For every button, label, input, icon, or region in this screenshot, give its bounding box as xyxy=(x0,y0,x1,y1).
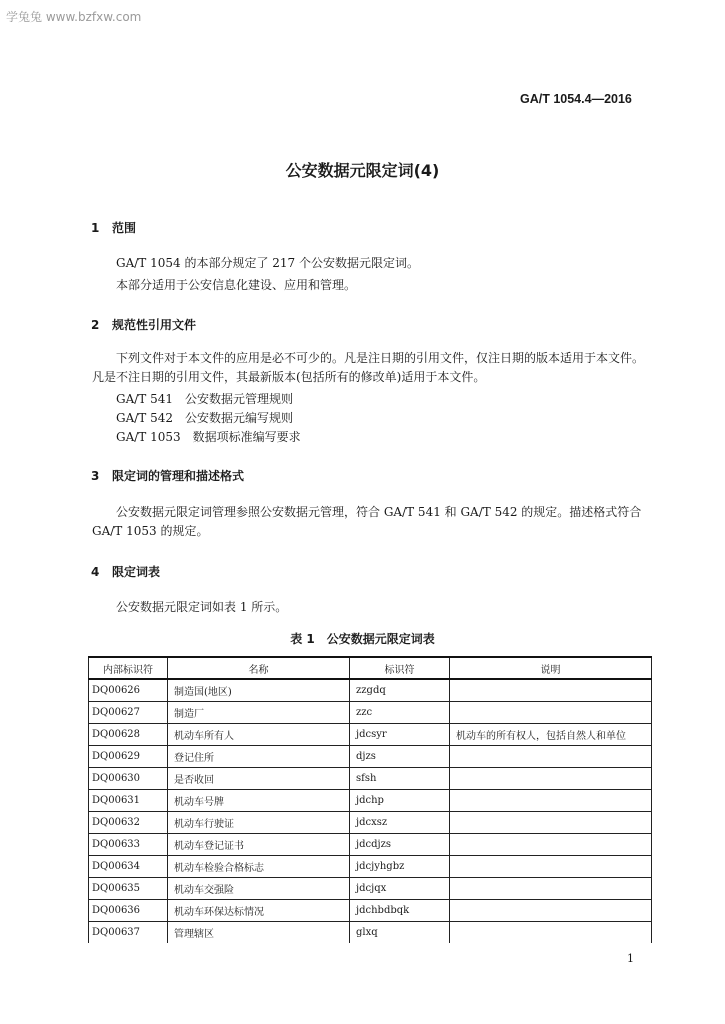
cell-name: 机动车所有人 xyxy=(168,724,350,746)
cell-name: 机动车行驶证 xyxy=(168,812,350,834)
page-number: 1 xyxy=(627,952,634,965)
table-row xyxy=(89,856,652,878)
cell-description xyxy=(450,922,652,944)
column-header: 内部标识符 xyxy=(89,657,168,679)
section-2-paragraph: 下列文件对于本文件的应用是必不可少的。凡是注日期的引用文件，仅注日期的版本适用于本文件。凡是不注日期的引用文件，其最新版本(包括所有的修改单)适用于本文件。 xyxy=(92,351,645,384)
qualifier-table xyxy=(88,656,652,943)
section-title: 规范性引用文件 xyxy=(112,318,197,332)
section-number: 1 xyxy=(91,221,100,235)
column-header: 标识符 xyxy=(350,657,450,679)
section-title: 限定词表 xyxy=(112,565,161,579)
cell-description xyxy=(450,812,652,834)
cell-description xyxy=(450,768,652,790)
column-header: 名称 xyxy=(168,657,350,679)
reference-item: GA/T 541 公安数据元管理规则 xyxy=(116,392,294,406)
cell-internal-id: DQ00633 xyxy=(89,834,168,856)
cell-internal-id: DQ00637 xyxy=(89,922,168,944)
cell-description xyxy=(450,878,652,900)
section-4-paragraph: 公安数据元限定词如表 1 所示。 xyxy=(116,600,288,614)
section-number: 2 xyxy=(91,318,100,332)
cell-identifier: jdcxsz xyxy=(350,812,450,834)
cell-internal-id: DQ00635 xyxy=(89,878,168,900)
cell-identifier: jdcjqx xyxy=(350,878,450,900)
section-3-heading xyxy=(91,467,244,484)
section-1-heading xyxy=(91,219,136,236)
cell-identifier: jdcjyhgbz xyxy=(350,856,450,878)
table-row xyxy=(89,790,652,812)
watermark-text: 学兔兔 www.bzfxw.com xyxy=(6,10,142,24)
table-row xyxy=(89,768,652,790)
table-row xyxy=(89,679,652,702)
cell-name: 制造厂 xyxy=(168,702,350,724)
cell-internal-id: DQ00630 xyxy=(89,768,168,790)
table-row xyxy=(89,812,652,834)
table-caption: 表 1 公安数据元限定词表 xyxy=(290,632,435,646)
cell-name: 机动车交强险 xyxy=(168,878,350,900)
cell-identifier: sfsh xyxy=(350,768,450,790)
section-3-paragraph: 公安数据元限定词管理参照公安数据元管理，符合 GA/T 541 和 GA/T 542 的规定。描述格式符合 GA/T 1053 的规定。 xyxy=(92,505,642,538)
cell-internal-id: DQ00628 xyxy=(89,724,168,746)
cell-internal-id: DQ00631 xyxy=(89,790,168,812)
cell-identifier: jdchbdbqk xyxy=(350,900,450,922)
cell-internal-id: DQ00634 xyxy=(89,856,168,878)
cell-identifier: jdchp xyxy=(350,790,450,812)
cell-description xyxy=(450,746,652,768)
cell-internal-id: DQ00629 xyxy=(89,746,168,768)
document-title: 公安数据元限定词(4) xyxy=(285,161,440,180)
section-4-heading xyxy=(91,563,160,580)
section-title: 限定词的管理和描述格式 xyxy=(112,469,245,483)
section-1-paragraph-1: GA/T 1054 的本部分规定了 217 个公安数据元限定词。 xyxy=(116,256,420,270)
cell-name: 机动车检验合格标志 xyxy=(168,856,350,878)
cell-description: 机动车的所有权人，包括自然人和单位 xyxy=(450,724,652,746)
table-header-row xyxy=(89,657,652,679)
table-row xyxy=(89,922,652,944)
cell-identifier: jdcdjzs xyxy=(350,834,450,856)
cell-name: 管理辖区 xyxy=(168,922,350,944)
cell-name: 是否收回 xyxy=(168,768,350,790)
cell-identifier: zzgdq xyxy=(350,679,450,702)
table-row xyxy=(89,878,652,900)
cell-description xyxy=(450,900,652,922)
cell-name: 机动车环保达标情况 xyxy=(168,900,350,922)
cell-description xyxy=(450,834,652,856)
table-row xyxy=(89,724,652,746)
table-row xyxy=(89,834,652,856)
section-2-heading xyxy=(91,316,196,333)
table-row xyxy=(89,702,652,724)
cell-name: 制造国(地区) xyxy=(168,679,350,702)
cell-name: 机动车号牌 xyxy=(168,790,350,812)
cell-identifier: jdcsyr xyxy=(350,724,450,746)
section-number: 3 xyxy=(91,469,100,483)
cell-description xyxy=(450,856,652,878)
reference-item: GA/T 1053 数据项标准编写要求 xyxy=(116,430,301,444)
section-title: 范围 xyxy=(112,221,137,235)
standard-code: GA/T 1054.4—2016 xyxy=(520,92,632,106)
cell-description xyxy=(450,790,652,812)
cell-internal-id: DQ00636 xyxy=(89,900,168,922)
cell-description xyxy=(450,702,652,724)
reference-item: GA/T 542 公安数据元编写规则 xyxy=(116,411,294,425)
cell-internal-id: DQ00632 xyxy=(89,812,168,834)
cell-name: 登记住所 xyxy=(168,746,350,768)
cell-internal-id: DQ00627 xyxy=(89,702,168,724)
cell-description xyxy=(450,679,652,702)
cell-name: 机动车登记证书 xyxy=(168,834,350,856)
cell-identifier: zzc xyxy=(350,702,450,724)
cell-identifier: glxq xyxy=(350,922,450,944)
table-row xyxy=(89,746,652,768)
table-row xyxy=(89,900,652,922)
cell-internal-id: DQ00626 xyxy=(89,679,168,702)
section-number: 4 xyxy=(91,565,100,579)
section-1-paragraph-2: 本部分适用于公安信息化建设、应用和管理。 xyxy=(116,278,357,292)
cell-identifier: djzs xyxy=(350,746,450,768)
column-header: 说明 xyxy=(450,657,652,679)
